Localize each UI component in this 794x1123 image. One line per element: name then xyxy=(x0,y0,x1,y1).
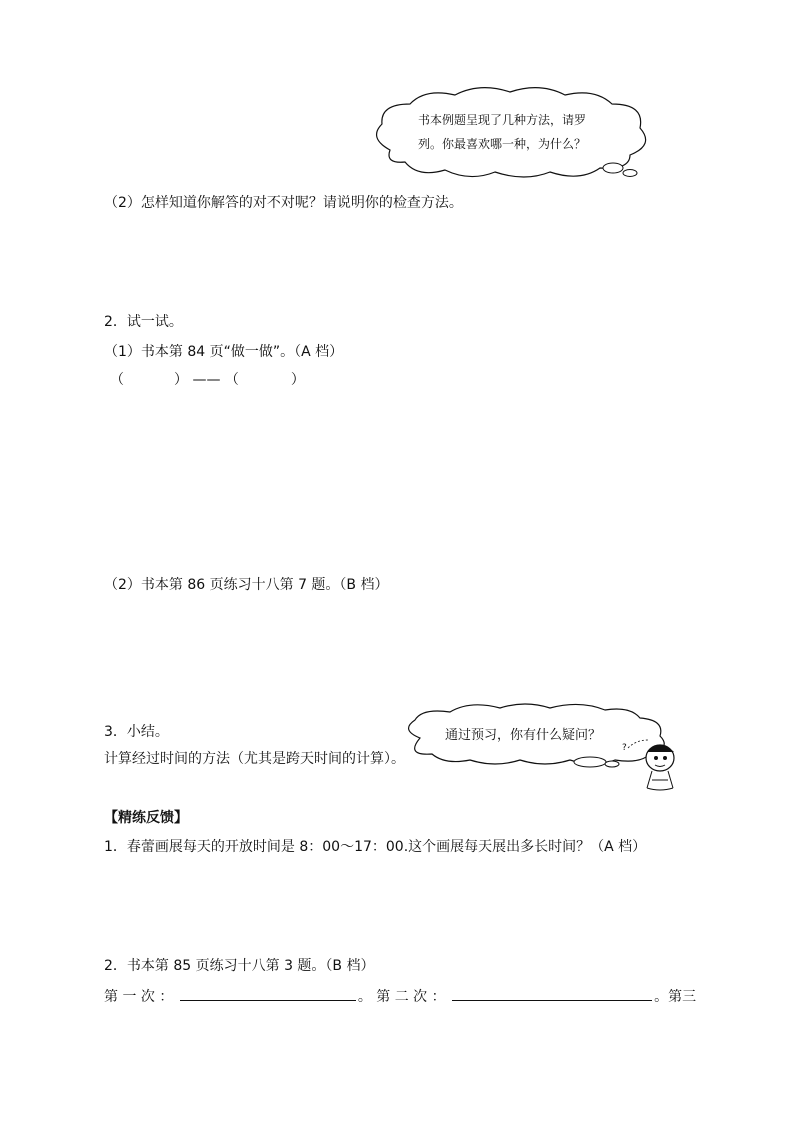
label-third: 第三 xyxy=(668,989,697,1005)
close-paren-2: ） xyxy=(290,372,305,388)
label-second: 第 二 次 ： xyxy=(376,989,446,1005)
section-3-title: 3．小结。 xyxy=(104,724,169,740)
thought-cloud-top-line1: 书本例题呈现了几种方法，请罗 xyxy=(418,113,587,127)
feedback-header: 【精练反馈】 xyxy=(104,810,188,826)
thought-cloud-mid-text: 通过预习，你有什么疑问？ xyxy=(445,728,602,743)
feedback-question-2: 2．书本第 85 页练习十八第 3 题。（B 档） xyxy=(104,958,375,974)
label-first: 第 一 次 ： xyxy=(104,989,174,1005)
thought-cloud-top-line2: 列。你最喜欢哪一种，为什么？ xyxy=(418,137,587,151)
period-1: 。 xyxy=(357,989,372,1005)
section-2-title: 2．试一试。 xyxy=(104,314,183,330)
section-2-item-1: （1）书本第 84 页“做一做”。（A 档） xyxy=(104,344,344,360)
feedback-question-1: 1．春蕾画展每天的开放时间是 8：00～17：00.这个画展每天展出多长时间？（A 档） xyxy=(104,839,647,855)
answer-line-row xyxy=(104,986,696,1007)
question-1-2: （2）怎样知道你解答的对不对呢？请说明你的检查方法。 xyxy=(104,195,463,211)
answer-blank-second[interactable] xyxy=(452,986,652,1001)
question-mark-glyph: ? xyxy=(622,743,627,753)
section-3-text: 计算经过时间的方法（尤其是跨天时间的计算）。 xyxy=(104,751,405,767)
dash: —— xyxy=(192,372,221,388)
answer-blank-first[interactable] xyxy=(180,986,356,1001)
open-paren-1: （ xyxy=(110,372,124,388)
section-2-item-2: （2）书本第 86 页练习十八第 7 题。（B 档） xyxy=(104,577,389,593)
close-paren-1: ） xyxy=(174,372,188,388)
open-paren-2: （ xyxy=(224,372,239,388)
period-2: 。 xyxy=(654,989,669,1005)
